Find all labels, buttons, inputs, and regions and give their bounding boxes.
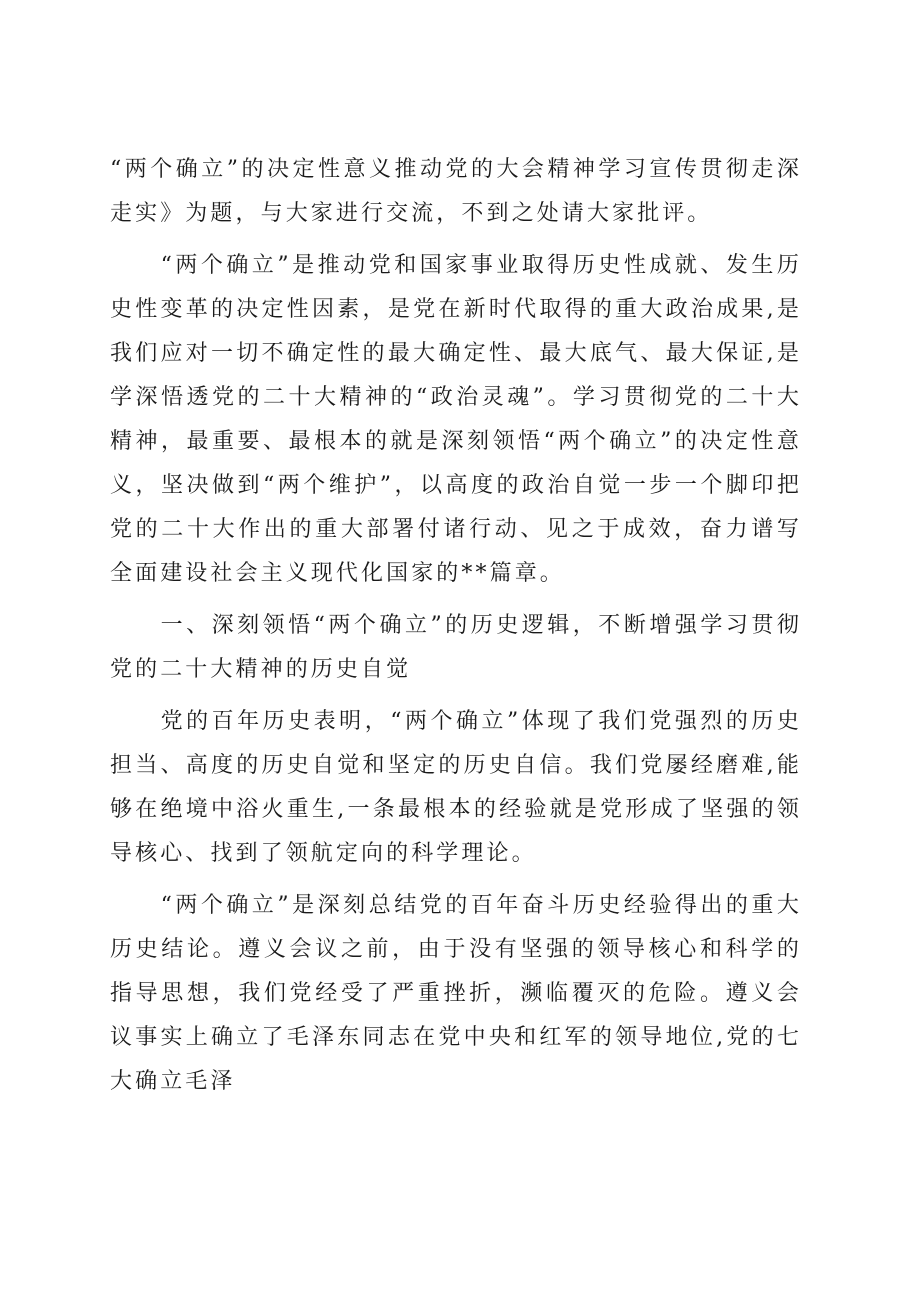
section-heading-one: 一、深刻领悟“两个确立”的历史逻辑，不断增强学习贯彻党的二十大精神的历史自觉 [110,613,802,682]
document-body [110,148,802,1112]
paragraph-century-history: 党的百年历史表明，“两个确立”体现了我们党强烈的历史担当、高度的历史自觉和坚定的历史自信。我们党屡经磨难,能够在绝境中浴火重生,一条最根本的经验就是党形成了坚强的领导核心、找到了领航定向的科学理论。 [110,709,802,866]
paragraph-historical-conclusion: “两个确立”是深刻总结党的百年奋斗历史经验得出的重大历史结论。遵义会议之前，由于没有坚强的领导核心和科学的指导思想，我们党经受了严重挫折，濒临覆灭的危险。遵义会议事实上确立了毛泽东同志在党中央和红军的领导地位,党的七大确立毛泽 [110,893,802,1094]
paragraph-intro-continuation: “两个确立”的决定性意义推动党的大会精神学习宣传贯彻走深走实》为题，与大家进行交流，不到之处请大家批评。 [110,157,802,226]
paragraph-two-establishments: “两个确立”是推动党和国家事业取得历史性成就、发生历史性变革的决定性因素，是党在新时代取得的重大政治成果,是我们应对一切不确定性的最大确定性、最大底气、最大保证,是学深悟透党的二十大精神的“政治灵魂”。学习贯彻党的二十大精神，最重要、最根本的就是深刻领悟“两个确立”的决定性意义，坚决做到“两个维护”，以高度的政治自觉一步一个脚印把党的二十大作出的重大部署付诸行动、见之于成效，奋力谱写全面建设社会主义现代化国家的**篇章。 [110,253,802,586]
